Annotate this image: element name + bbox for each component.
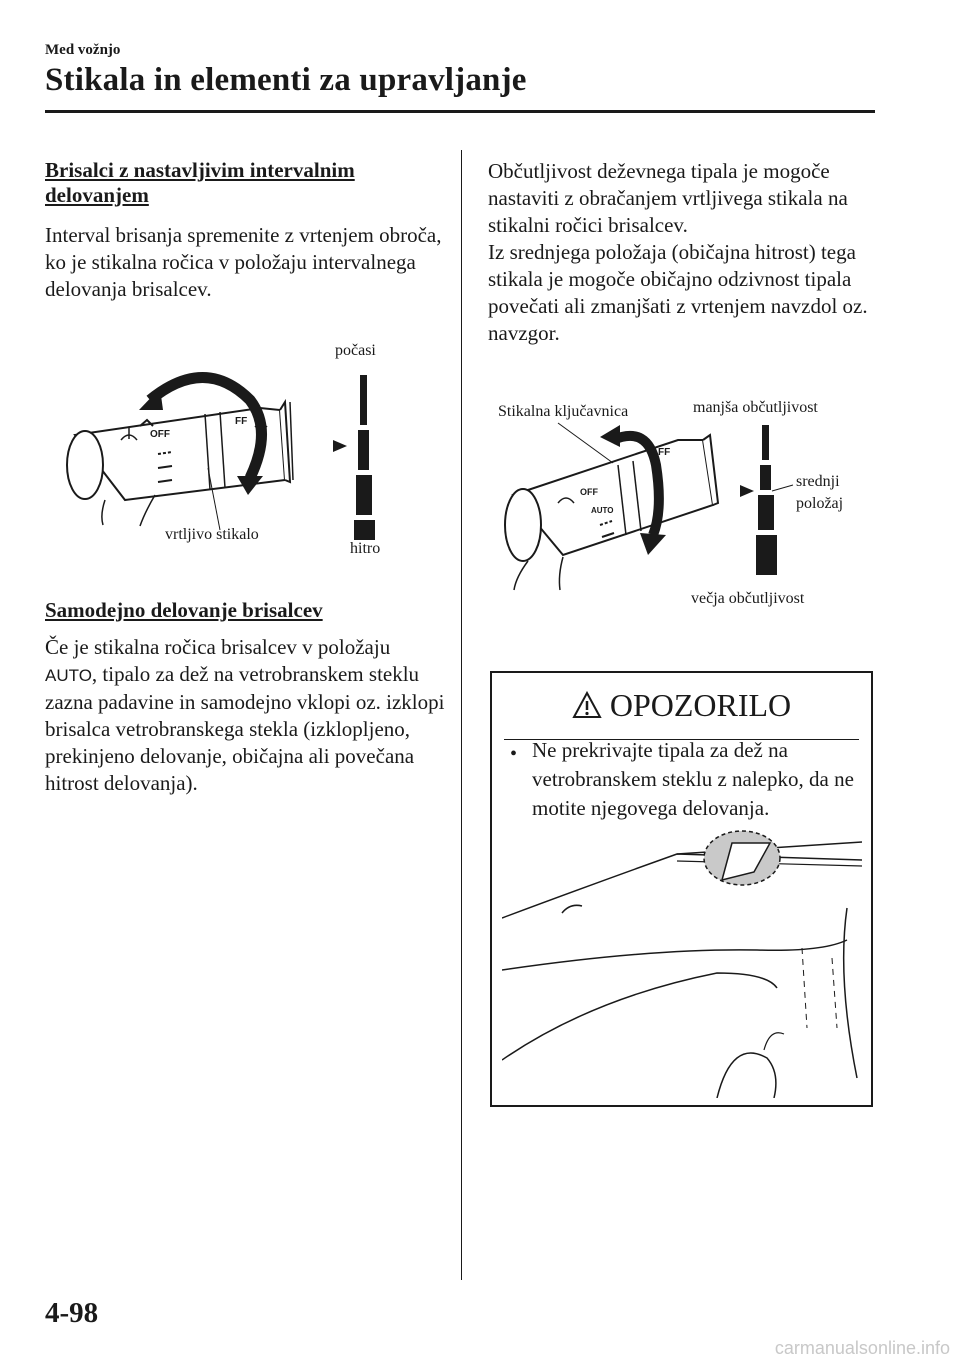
page-title: Stikala in elementi za upravljanje xyxy=(45,62,527,98)
label-middle-1: srednji xyxy=(796,473,840,490)
arrow-up-icon xyxy=(139,388,163,410)
ff-marking: FF xyxy=(235,416,248,427)
auto-marking: AUTO xyxy=(591,506,614,515)
section-heading-interval-line2: delovanjem xyxy=(45,183,149,207)
ff-marking: FF xyxy=(658,447,671,458)
figure-wiper-ring xyxy=(45,330,455,575)
warning-title xyxy=(492,687,871,724)
label-slow: počasi xyxy=(335,342,376,359)
label-fast: hitro xyxy=(350,540,381,557)
section-heading-interval xyxy=(45,158,445,208)
bullet-icon: • xyxy=(510,743,518,765)
section-heading-auto: Samodejno delovanje brisalcev xyxy=(45,598,323,622)
watermark: carmanualsonline.info xyxy=(774,1338,950,1358)
arrow-down-icon xyxy=(640,533,666,555)
sensitivity-paragraph: Občutljivost deževnega tipala je mogoče nastaviti z obračanjem vrtljivega stikala na stikalni ročici brisalcev. xyxy=(488,159,848,237)
warning-icon xyxy=(572,691,602,719)
label-less-sensitivity: manjša občutljivost xyxy=(693,399,818,416)
auto-paragraph-rest: , tipalo za dež na vetrobranskem steklu zazna padavine in samodejno vklopi oz. izklopi brisalca vetrobranskega stekla (izklopljeno, prekinjeno delovanje, običajna ali povečana hitrost delovanja). xyxy=(45,662,445,795)
auto-paragraph-start: Če je stikalna ročica brisalcev v položaju xyxy=(45,635,391,659)
label-rotary-switch: vrtljivo stikalo xyxy=(165,526,259,543)
pointer-icon xyxy=(333,440,347,452)
sensitivity-detail-paragraph: Iz srednjega položaja (običajna hitrost) tega stikala je mogoče običajno odzivnost tipala povečati ali zmanjšati z vrtenjem navzdol oz. navzgor. xyxy=(488,240,868,345)
section-label: Med vožnjo xyxy=(45,42,121,58)
warning-title-text: OPOZORILO xyxy=(609,687,792,723)
section-heading-interval-line1: Brisalci z nastavljivim intervalnim xyxy=(45,158,355,182)
auto-paragraph xyxy=(45,634,445,797)
page-number: 4-98 xyxy=(45,1297,99,1329)
label-middle-2: položaj xyxy=(796,495,844,512)
column-divider xyxy=(461,150,462,1280)
off-marking: OFF xyxy=(580,487,598,497)
pointer-icon xyxy=(740,485,754,497)
warning-bullet-text: Ne prekrivajte tipala za dež na vetrobranskem steklu z nalepko, da ne motite njegovega delovanja. xyxy=(532,738,854,820)
label-switch: Stikalna ključavnica xyxy=(498,403,629,420)
auto-mode-label: AUTO xyxy=(45,666,92,685)
arrow-up-icon xyxy=(600,425,620,447)
title-rule xyxy=(45,110,875,113)
figure-sensitivity xyxy=(488,385,868,620)
windshield-sensor-illustration xyxy=(502,828,862,1098)
interval-paragraph: Interval brisanja spremenite z vrtenjem obroča, ko je stikalna ročica v položaju intervalnega delovanja brisalcev. xyxy=(45,223,442,301)
warning-box xyxy=(490,671,873,1107)
label-more-sensitivity: večja občutljivost xyxy=(691,590,805,607)
off-marking: OFF xyxy=(150,429,170,440)
